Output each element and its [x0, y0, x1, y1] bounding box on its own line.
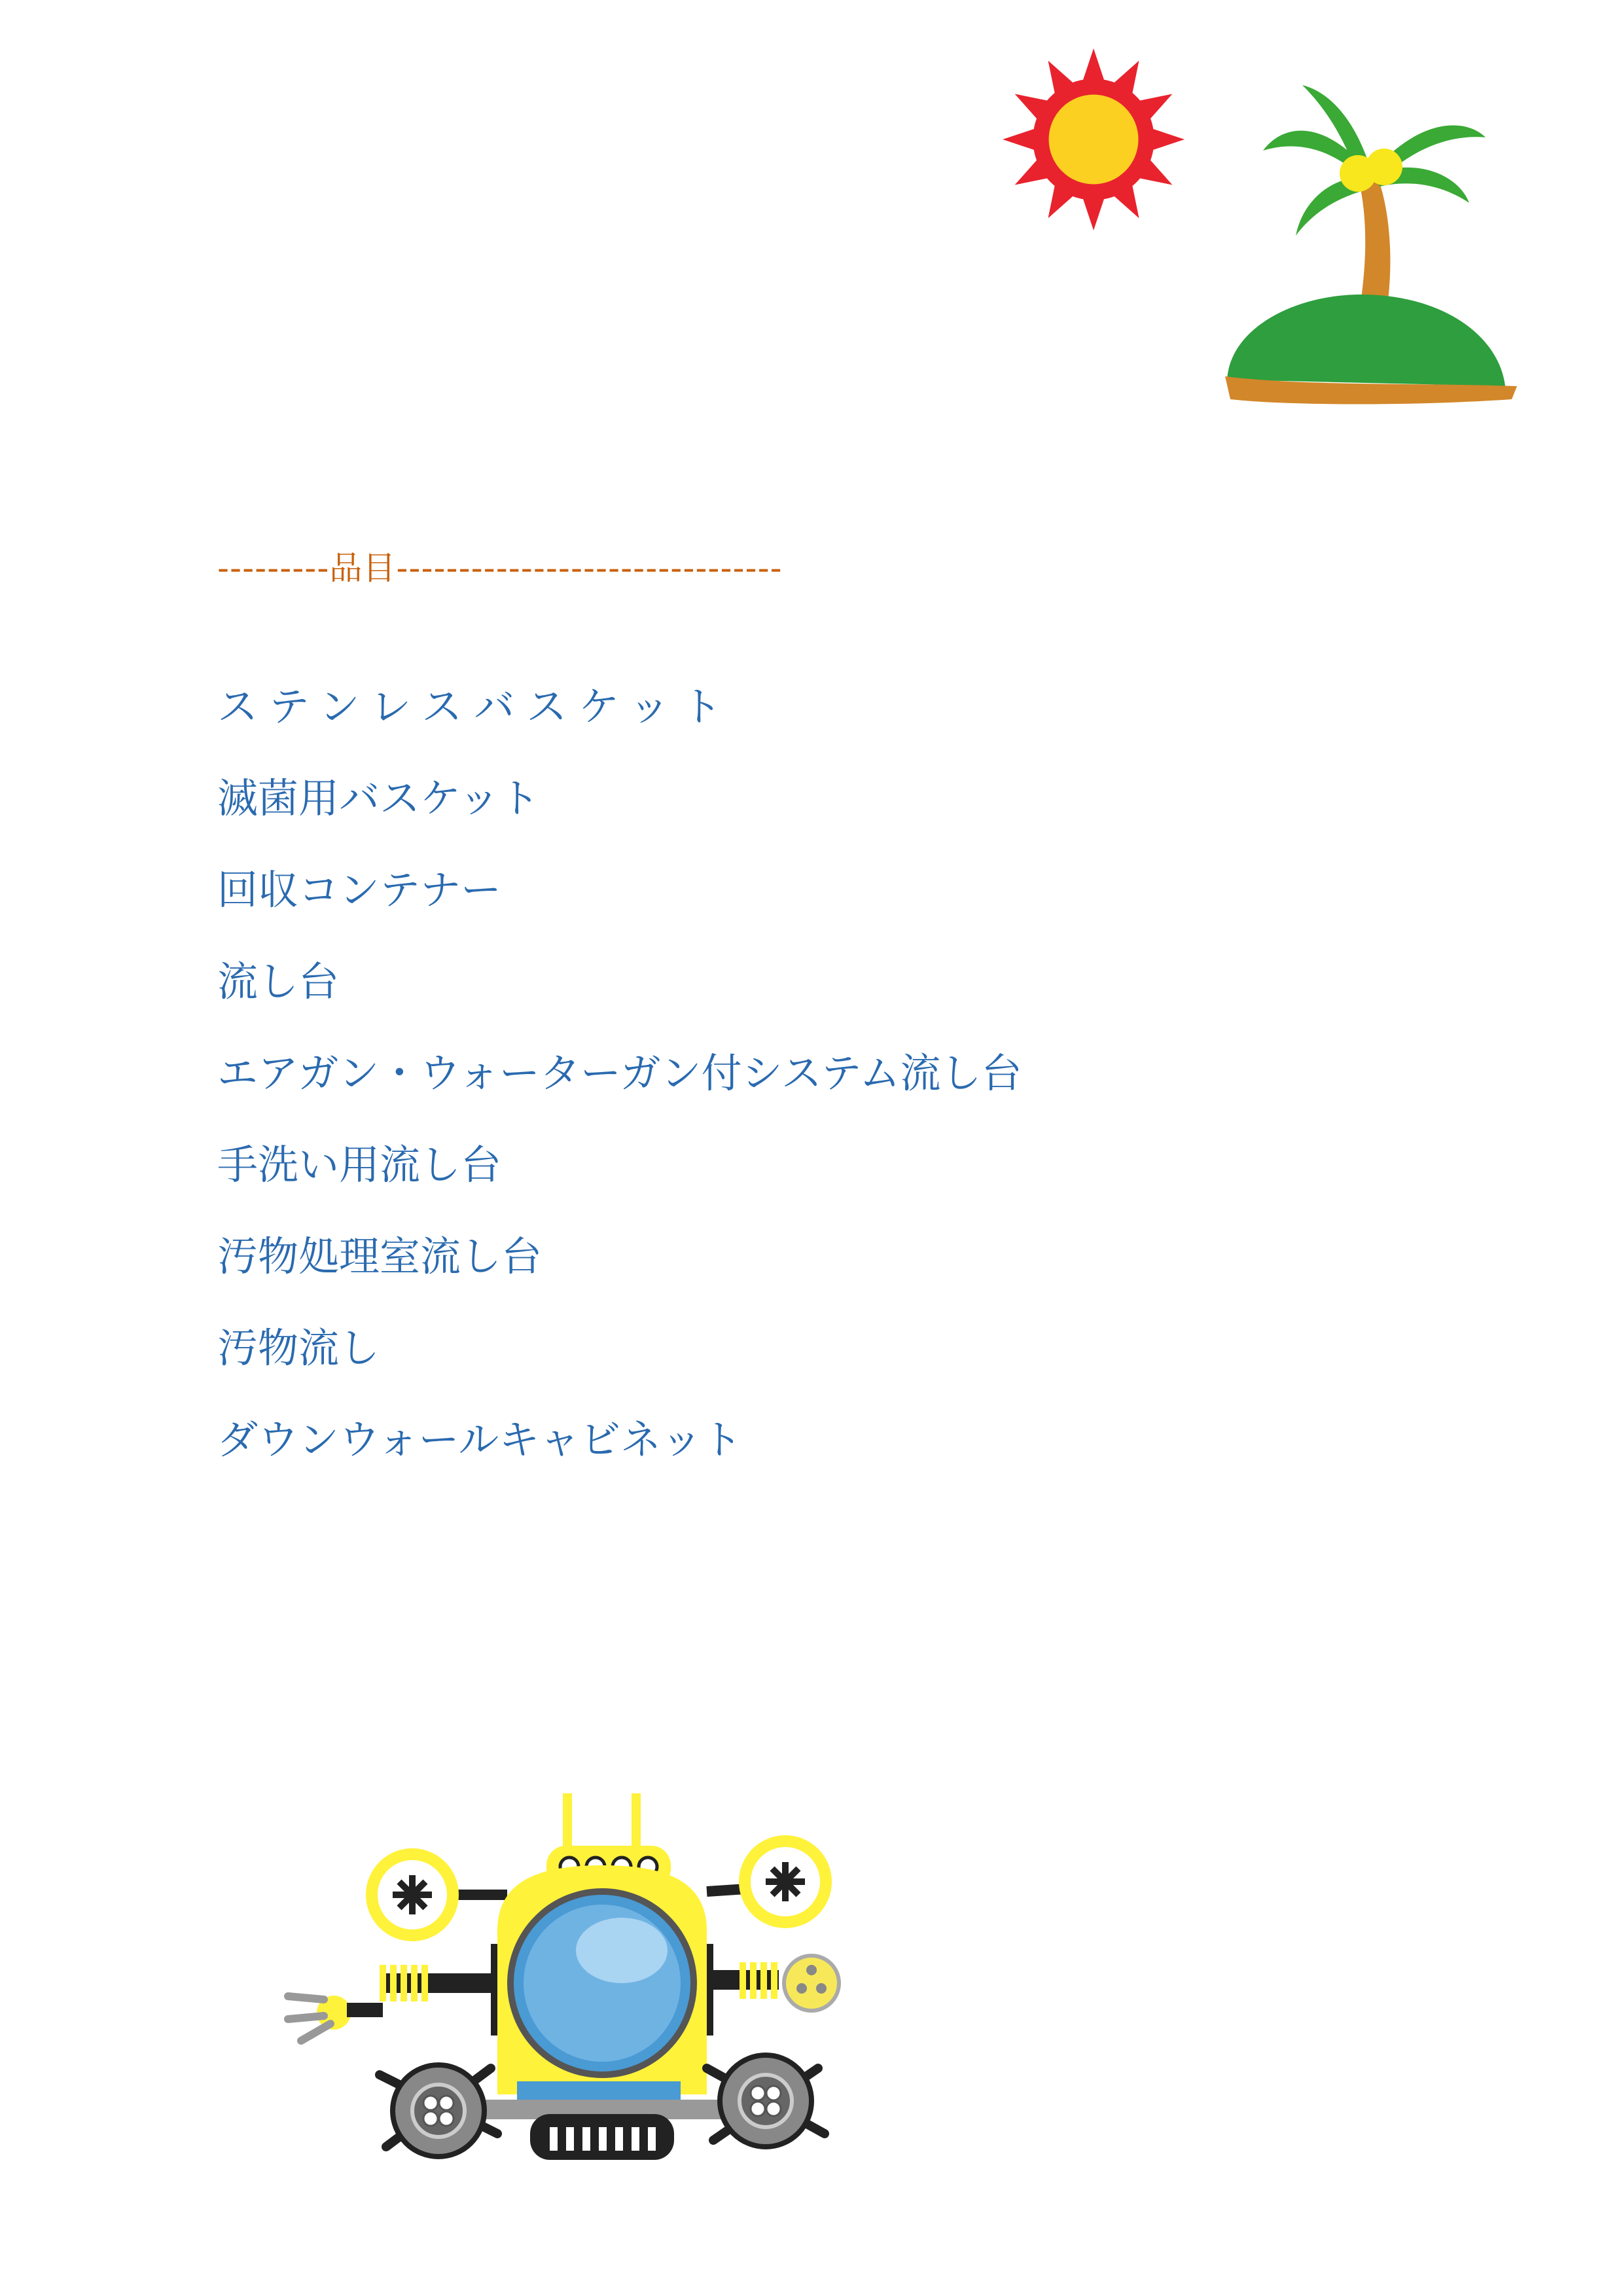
list-item: エアガン・ウォーターガン付システム流し台: [217, 1049, 1022, 1097]
list-item: 回収コンテナー: [217, 866, 502, 914]
list-item: 流し台: [217, 958, 340, 1005]
palm-island-icon: [1224, 79, 1525, 412]
item-list: [217, 681, 1022, 1505]
list-item: ステンレスバスケット: [217, 683, 734, 730]
list-item: 滅菌用バスケット: [217, 774, 540, 822]
sun-icon: [1001, 47, 1186, 232]
list-item: 汚物流し: [217, 1324, 380, 1372]
list-item: ダウンウォールキャビネット: [217, 1416, 743, 1463]
section-header-items: ---------品目-------------------------------: [217, 549, 783, 587]
robot-illustration: [281, 1793, 910, 2173]
list-item: 手洗い用流し台: [217, 1141, 502, 1189]
list-item: 汚物処理室流し台: [217, 1232, 543, 1280]
